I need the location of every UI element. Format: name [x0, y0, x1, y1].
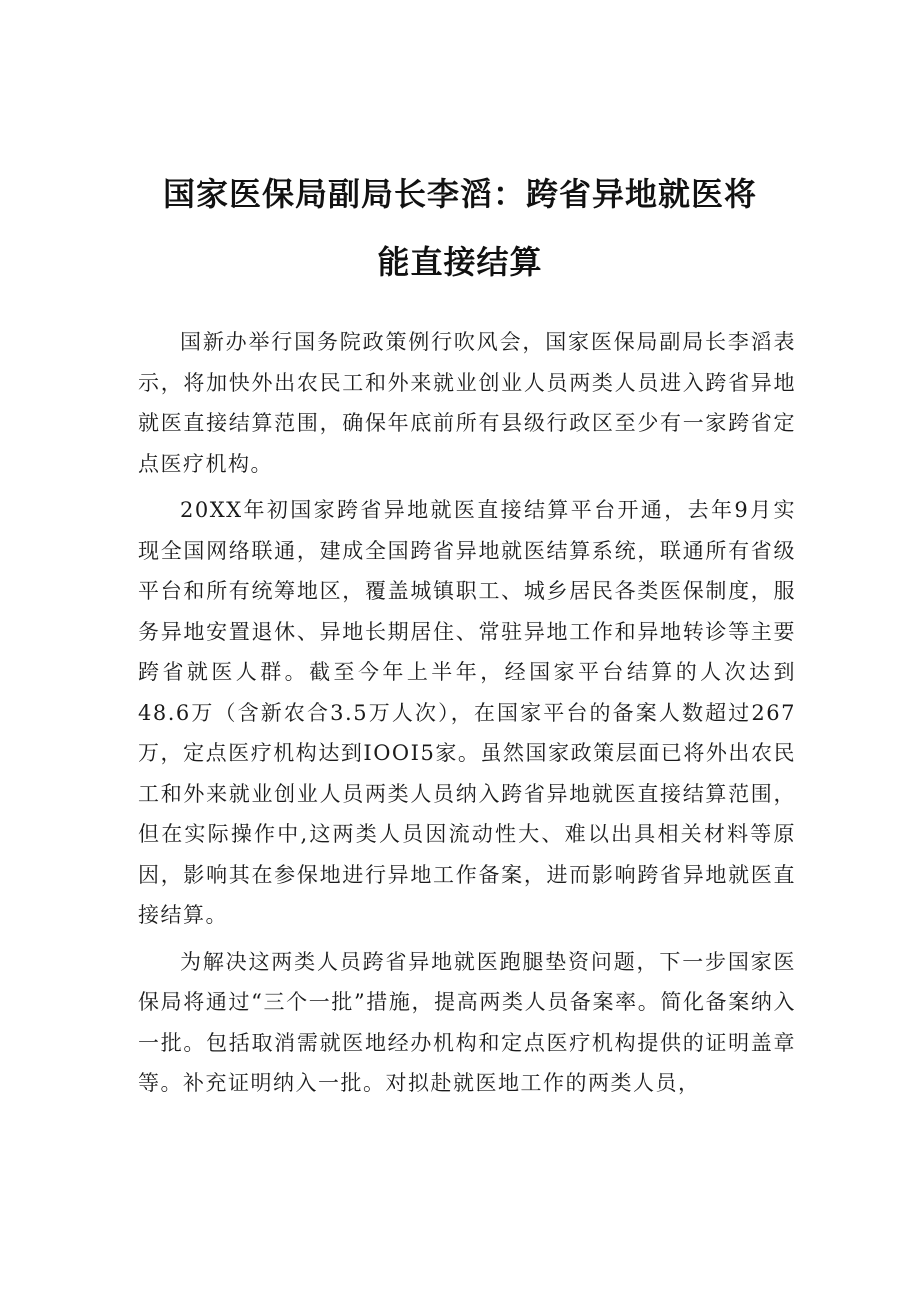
paragraph: 20XX年初国家跨省异地就医直接结算平台开通，去年9月实现全国网络联通，建成全国跨省异地就医结算系统，联通所有省级平台和所有统筹地区，覆盖城镇职工、城乡居民各类医保制度，服务异地安置退休、异地长期居住、常驻异地工作和异地转诊等主要跨省就医人群。截至今年上半年，经国家平台结算的人次达到48.6万（含新农合3.5万人次），在国家平台的备案人数超过267万，定点医疗机构达到IOOI5家。虽然国家政策层面已将外出农民工和外来就业创业人员两类人员纳入跨省异地就医直接结算范围，但在实际操作中,这两类人员因流动性大、难以出具相关材料等原因，影响其在参保地进行异地工作备案，进而影响跨省异地就医直接结算。: [138, 498, 796, 927]
title-line-1: 国家医保局副局长李滔：跨省异地就医将: [162, 175, 757, 213]
paragraph: 为解决这两类人员跨省异地就医跑腿垫资问题，下一步国家医保局将通过“三个一批”措施，提高两类人员备案率。简化备案纳入一批。包括取消需就医地经办机构和定点医疗机构提供的证明盖章等。补充证明纳入一批。对拟赴就医地工作的两类人员，: [138, 949, 796, 1095]
paragraph: 国新办举行国务院政策例行吹风会，国家医保局副局长李滔表示，将加快外出农民工和外来就业创业人员两类人员进入跨省异地就医直接结算范围，确保年底前所有县级行政区至少有一家跨省定点医疗机构。: [138, 330, 796, 476]
title-line-2: 能直接结算: [377, 243, 543, 281]
document-title: [120, 160, 800, 296]
document-body: [138, 322, 796, 1110]
